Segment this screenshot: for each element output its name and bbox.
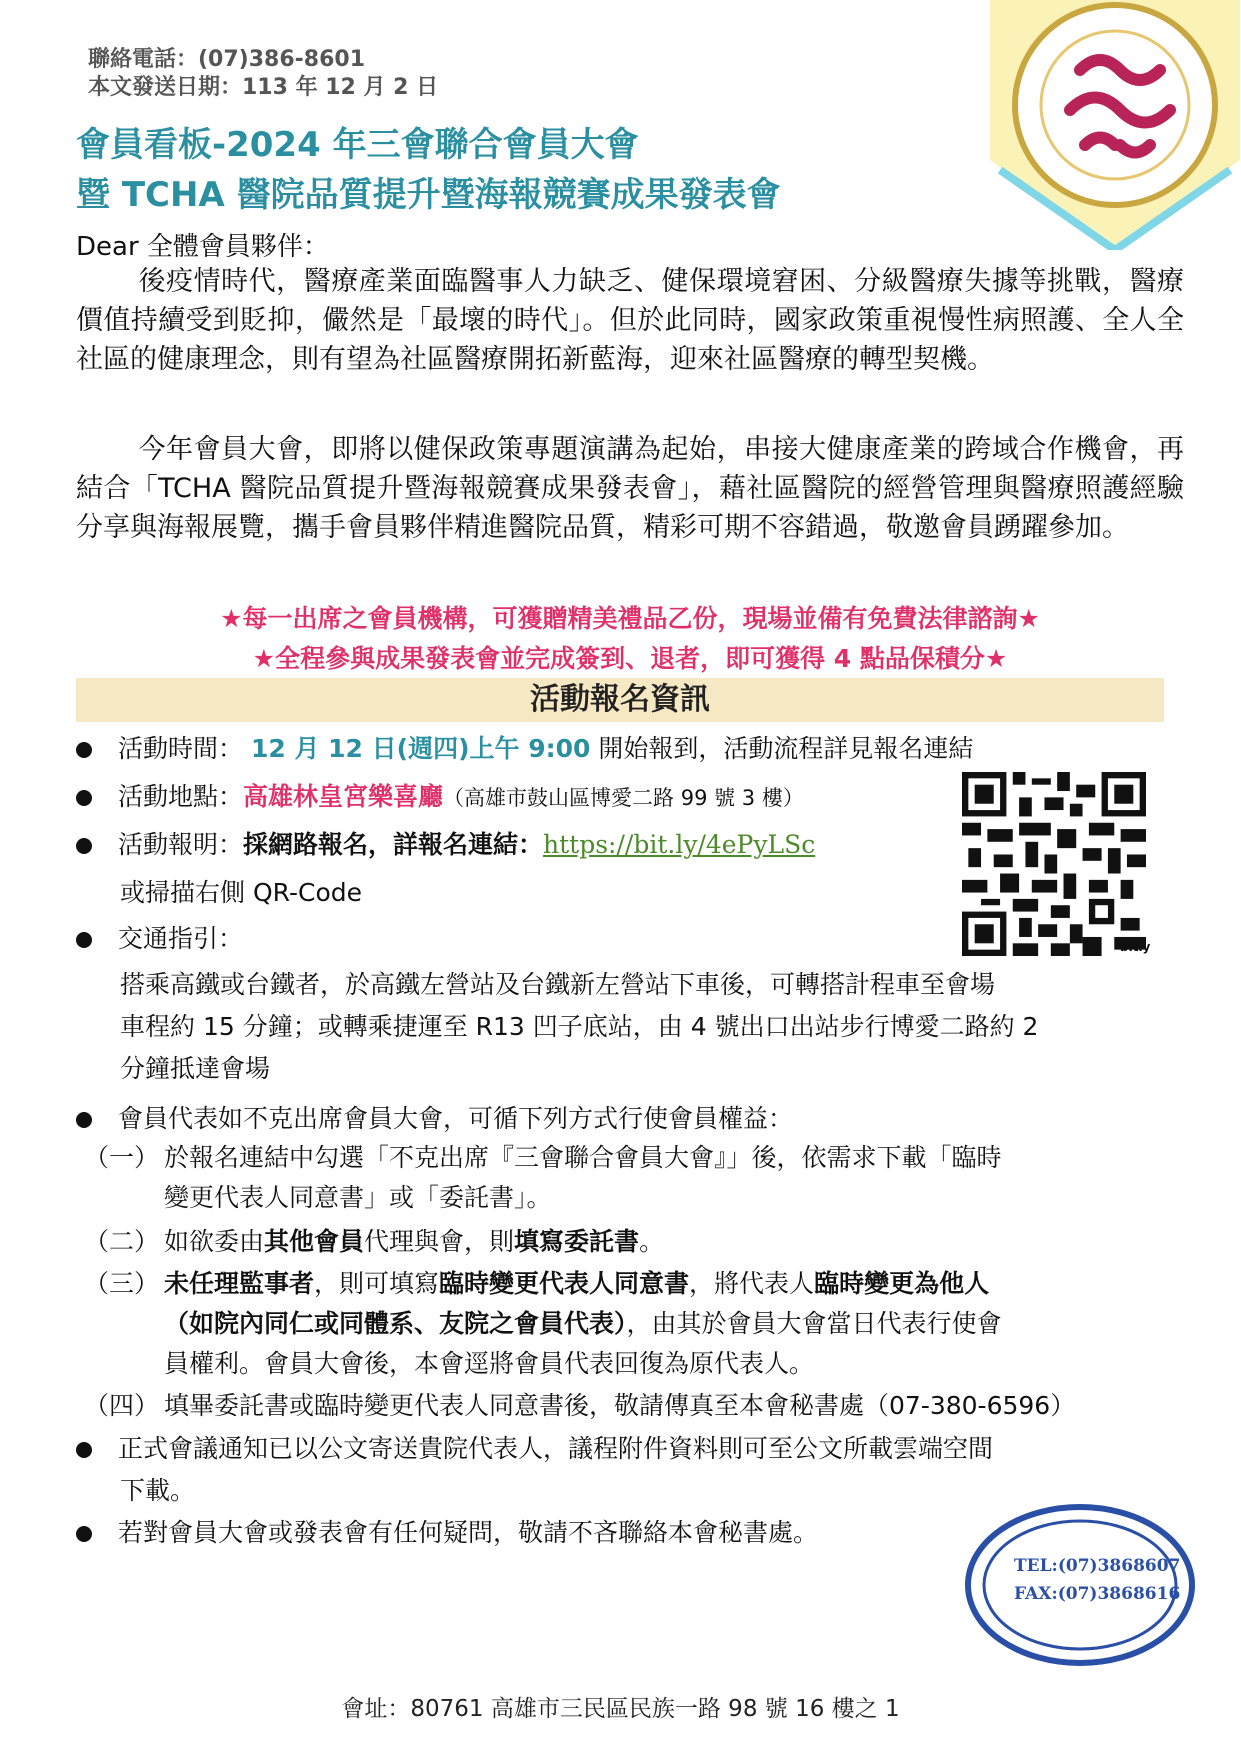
rights-item-3a: 未任理監事者 bbox=[164, 1269, 315, 1298]
rights-intro bbox=[76, 1102, 793, 1136]
paragraph-1 bbox=[76, 262, 1184, 379]
traffic-label: 交通指引： bbox=[118, 924, 244, 953]
greeting: Dear 全體會員夥伴： bbox=[76, 232, 329, 262]
note-1b: 下載。 bbox=[120, 1476, 196, 1505]
bullet-icon bbox=[76, 1442, 92, 1458]
association-logo bbox=[990, 0, 1240, 250]
rights-number-1: （一） bbox=[84, 1143, 160, 1172]
note-1a: 正式會議通知已以公文寄送貴院代表人，議程附件資料則可至公文所載雲端空間 bbox=[118, 1434, 994, 1463]
title-line-2: 暨 TCHA 醫院品質提升暨海報競賽成果發表會 bbox=[76, 175, 781, 215]
info-registration bbox=[76, 828, 815, 862]
contact-block bbox=[88, 46, 438, 102]
traffic-line-1: 搭乘高鐵或台鐵者，於高鐵左營站及台鐵新左營站下車後，可轉搭計程車至會場 bbox=[120, 970, 996, 999]
rights-item-3 bbox=[164, 1264, 1174, 1384]
paragraph-2-text: 今年會員大會，即將以健保政策專題演講為起始，串接大健康產業的跨域合作機會，再結合「TCHA 醫院品質提升暨海報競賽成果發表會」，藉社區醫院的經營管理與醫療照護經驗分享與海報展覽，攜手會員夥伴精進醫院品質，精彩可期不容錯過，敬邀會員踴躍參加。 bbox=[76, 434, 1184, 543]
page-title bbox=[76, 120, 781, 220]
time-rest: 開始報到，活動流程詳見報名連結 bbox=[598, 734, 974, 763]
rights-item-2c: 代理與會，則 bbox=[364, 1227, 515, 1256]
place-label: 活動地點： bbox=[118, 782, 244, 811]
stamp-fax: FAX:(07)3868616 bbox=[1014, 1584, 1181, 1604]
bullet-icon bbox=[76, 932, 92, 948]
rights-item-1a: 於報名連結中勾選「不克出席『三會聯合會員大會』」後，依需求下載「臨時 bbox=[164, 1143, 1002, 1172]
stamp-tel: TEL:(07)3868607 bbox=[1014, 1556, 1181, 1576]
rights-item-2 bbox=[164, 1222, 1174, 1262]
rights-number-4: （四） bbox=[84, 1391, 160, 1420]
note-1 bbox=[76, 1432, 993, 1466]
rights-item-3f: （如院內同仁或同體系、友院之會員代表） bbox=[164, 1309, 627, 1338]
rights-item-3d: ，將代表人 bbox=[689, 1269, 815, 1298]
qr-code[interactable] bbox=[962, 772, 1146, 956]
rights-number-2: （二） bbox=[84, 1227, 160, 1256]
rights-item-3h: 員權利。會員大會後，本會逕將會員代表回復為原代表人。 bbox=[164, 1349, 815, 1378]
reg-qr-note: 或掃描右側 QR-Code bbox=[120, 878, 363, 907]
traffic-line-3: 分鐘抵達會場 bbox=[120, 1054, 271, 1083]
rights-intro-text: 會員代表如不克出席會員大會，可循下列方式行使會員權益： bbox=[118, 1104, 794, 1133]
footer-address: 會址：80761 高雄市三民區民族一路 98 號 16 樓之 1 bbox=[341, 1696, 900, 1722]
bullet-icon bbox=[76, 742, 92, 758]
note-2 bbox=[76, 1516, 818, 1550]
rights-item-3c: 臨時變更代表人同意書 bbox=[439, 1269, 690, 1298]
send-date: 本文發送日期：113 年 12 月 2 日 bbox=[88, 75, 439, 100]
registration-link[interactable]: https://bit.ly/4ePyLSc bbox=[543, 830, 816, 859]
time-label: 活動時間： bbox=[118, 734, 244, 763]
highlight-credits: ★全程參與成果發表會並完成簽到、退者，即可獲得 4 點品保積分★ bbox=[252, 644, 1008, 673]
rights-item-2b: 其他會員 bbox=[264, 1227, 365, 1256]
paragraph-2 bbox=[76, 430, 1184, 547]
title-line-1: 會員看板-2024 年三會聯合會員大會 bbox=[76, 125, 639, 165]
qr-brand: bitly bbox=[1120, 940, 1151, 954]
bullet-icon bbox=[76, 1112, 92, 1128]
place-value: 高雄林皇宮樂喜廳 bbox=[243, 782, 444, 811]
rights-item-3e: 臨時變更為他人 bbox=[814, 1269, 990, 1298]
time-value: 12 月 12 日(週四)上午 9:00 bbox=[250, 734, 591, 763]
rights-item-2a: 如欲委由 bbox=[164, 1227, 265, 1256]
highlight-gift: ★每一出席之會員機構，可獲贈精美禮品乙份，現場並備有免費法律諮詢★ bbox=[220, 604, 1040, 633]
reg-bold: 採網路報名，詳報名連結： bbox=[243, 830, 544, 859]
info-place bbox=[76, 780, 804, 815]
rights-item-3g: ，由其於會員大會當日代表行使會 bbox=[626, 1309, 1002, 1338]
rights-item-1 bbox=[164, 1138, 1174, 1218]
info-traffic bbox=[76, 922, 243, 956]
bullet-icon bbox=[76, 790, 92, 806]
note-2-text: 若對會員大會或發表會有任何疑問，敬請不吝聯絡本會秘書處。 bbox=[118, 1518, 819, 1547]
traffic-line-2: 車程約 15 分鐘；或轉乘捷運至 R13 凹子底站，由 4 號出口出站步行博愛二路約 2 bbox=[120, 1012, 1039, 1041]
info-time bbox=[76, 732, 973, 766]
paragraph-1-text: 後疫情時代，醫療產業面臨醫事人力缺乏、健保環境窘困、分級醫療失據等挑戰，醫療價值持續受到貶抑，儼然是「最壞的時代」。但於此同時，國家政策重視慢性病照護、全人全社區的健康理念，則有望為社區醫療開拓新藍海，迎來社區醫療的轉型契機。 bbox=[76, 266, 1184, 375]
rights-item-2d: 填寫委託書 bbox=[514, 1227, 640, 1256]
reg-label: 活動報明： bbox=[118, 830, 244, 859]
bullet-icon bbox=[76, 838, 92, 854]
rights-item-4: 填畢委託書或臨時變更代表人同意書後，敬請傳真至本會秘書處（07-380-6596） bbox=[164, 1391, 1076, 1420]
association-stamp bbox=[960, 1500, 1200, 1670]
rights-item-3b: ，則可填寫 bbox=[314, 1269, 440, 1298]
contact-phone: 聯絡電話：(07)386-8601 bbox=[88, 47, 366, 72]
rights-item-1b: 變更代表人同意書」或「委託書」。 bbox=[164, 1183, 552, 1212]
rights-item-2e: 。 bbox=[639, 1227, 665, 1256]
bullet-icon bbox=[76, 1526, 92, 1542]
section-title: 活動報名資訊 bbox=[76, 678, 1164, 722]
rights-number-3: （三） bbox=[84, 1269, 160, 1298]
place-address: （高雄市鼓山區博愛二路 99 號 3 樓） bbox=[443, 786, 804, 810]
